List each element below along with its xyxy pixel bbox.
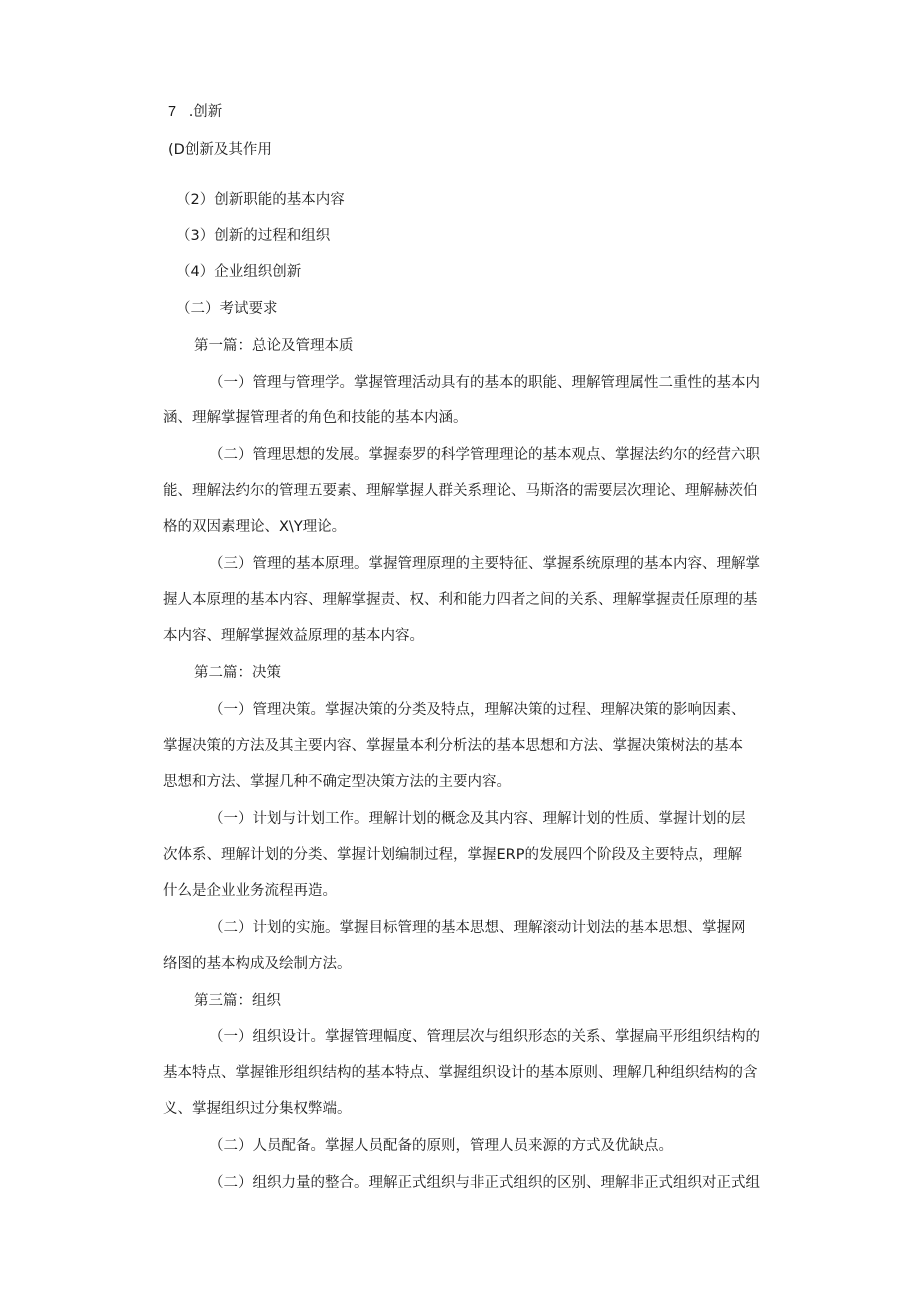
paragraph-line: 次体系、理解计划的分类、掌握计划编制过程，掌握ERP的发展四个阶段及主要特点，理解: [163, 847, 742, 863]
paragraph-line: 络图的基本构成及绘制方法。: [163, 956, 352, 972]
outline-item: （3）创新的过程和组织: [176, 228, 331, 244]
paragraph-line: （二）计划的实施。掌握目标管理的基本思想、理解滚动计划法的基本思想、掌握网: [209, 920, 746, 936]
paragraph-line: （二）人员配备。掌握人员配备的原则，管理人员来源的方式及优缺点。: [209, 1138, 673, 1154]
section-heading: [168, 102, 222, 122]
paragraph-line: 义、掌握组织过分集权弊端。: [163, 1101, 352, 1117]
paragraph-line: （一）管理决策。掌握决策的分类及特点，理解决策的过程、理解决策的影响因素、: [209, 702, 746, 718]
part-heading: 第一篇：总论及管理本质: [194, 338, 354, 354]
paragraph-line: 涵、理解掌握管理者的角色和技能的基本内涵。: [163, 410, 468, 426]
section-title: .创新: [188, 104, 223, 120]
paragraph-line: 思想和方法、掌握几种不确定型决策方法的主要内容。: [163, 774, 511, 790]
paragraph-line: 什么是企业业务流程再造。: [163, 883, 337, 899]
outline-item: （4）企业组织创新: [176, 264, 302, 280]
paragraph-line: （三）管理的基本原理。掌握管理原理的主要特征、掌握系统原理的基本内容、理解掌: [209, 556, 760, 572]
outline-item: （2）创新职能的基本内容: [176, 192, 345, 208]
paragraph-line: （一）管理与管理学。掌握管理活动具有的基本的职能、理解管理属性二重性的基本内: [209, 375, 760, 391]
paragraph-line: 格的双因素理论、X\Y理论。: [163, 519, 347, 535]
paragraph-line: 本内容、理解掌握效益原理的基本内容。: [163, 628, 424, 644]
part-heading: 第二篇：决策: [194, 665, 281, 681]
paragraph-line: 能、理解法约尔的管理五要素、理解掌握人群关系理论、马斯洛的需要层次理论、理解赫茨伯: [163, 483, 758, 499]
exam-requirements-title: （二）考试要求: [176, 301, 278, 317]
paragraph-line: （二）管理思想的发展。掌握泰罗的科学管理理论的基本观点、掌握法约尔的经营六职: [209, 447, 760, 463]
paragraph-line: （一）计划与计划工作。理解计划的概念及其内容、理解计划的性质、掌握计划的层: [209, 811, 746, 827]
paragraph-line: （一）组织设计。掌握管理幅度、管理层次与组织形态的关系、掌握扁平形组织结构的: [209, 1029, 760, 1045]
paragraph-line: 掌握决策的方法及其主要内容、掌握量本利分析法的基本思想和方法、掌握决策树法的基本: [163, 738, 743, 754]
paragraph-line: 握人本原理的基本内容、理解掌握责、权、利和能力四者之间的关系、理解掌握责任原理的基: [163, 592, 758, 608]
section-number: 7: [168, 104, 177, 120]
paragraph-line: 基本特点、掌握锥形组织结构的基本特点、掌握组织设计的基本原则、理解几种组织结构的含: [163, 1065, 758, 1081]
paragraph-line: （二）组织力量的整合。理解正式组织与非正式组织的区别、理解非正式组织对正式组: [209, 1175, 760, 1191]
outline-item: (D创新及其作用: [168, 142, 272, 158]
part-heading: 第三篇：组织: [194, 993, 281, 1009]
